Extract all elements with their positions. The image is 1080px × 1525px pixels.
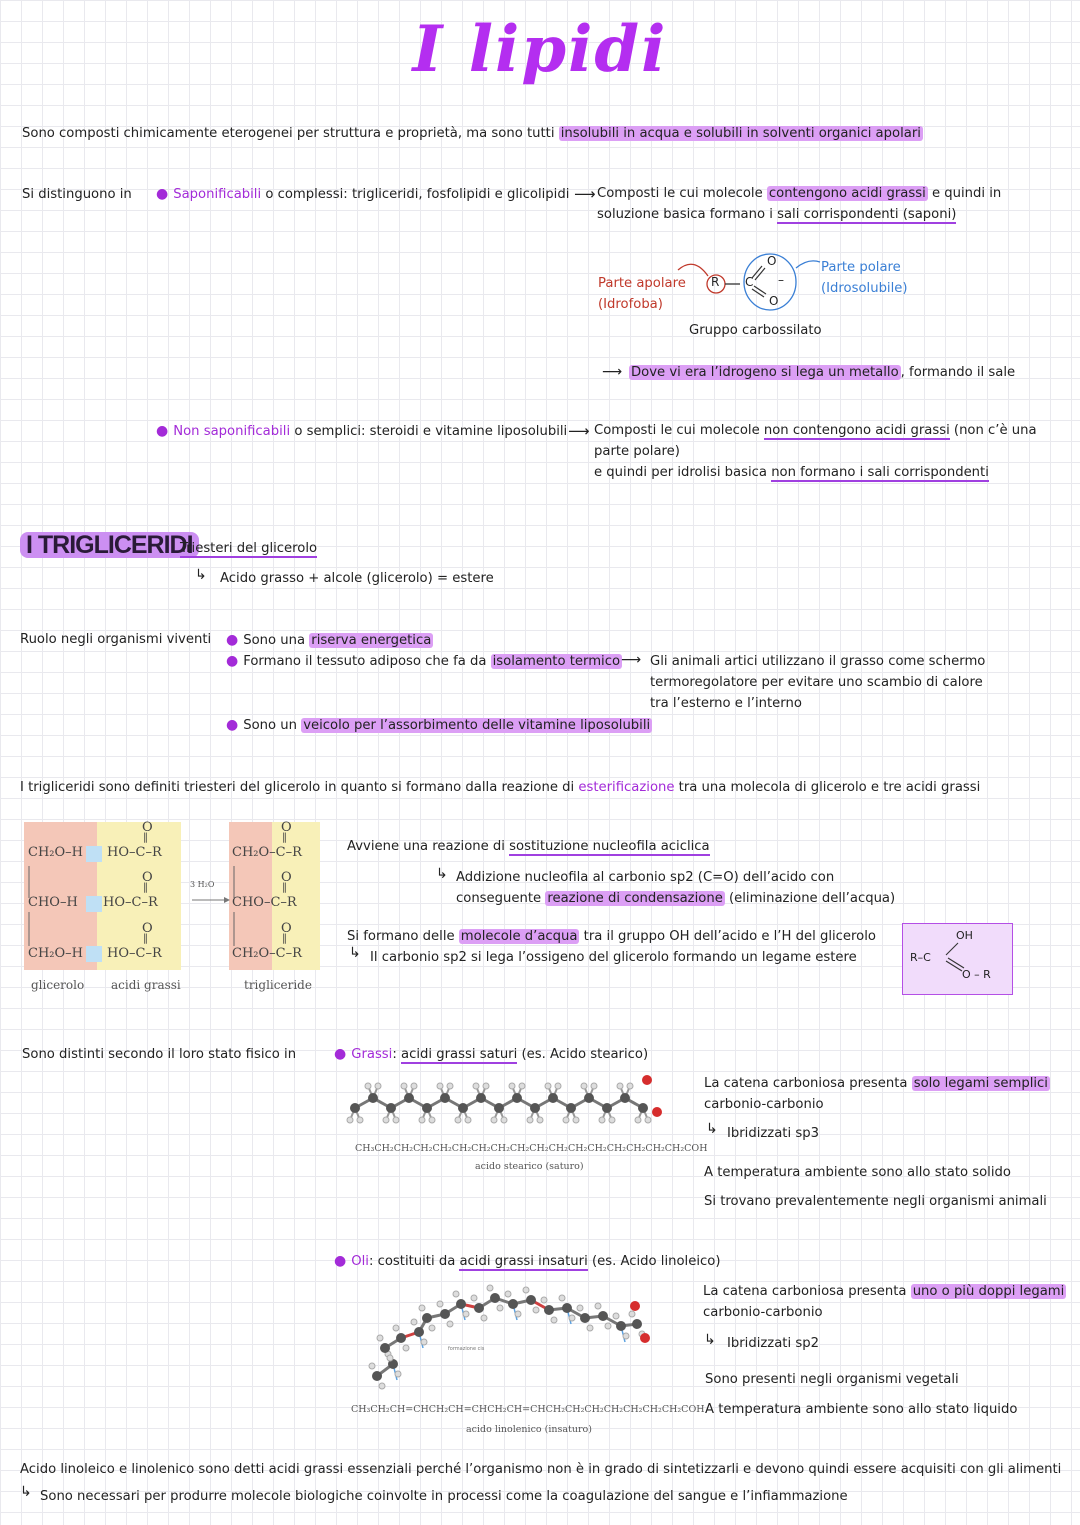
carbon-atom	[602, 1103, 612, 1113]
reaction-line-5: Il carbonio sp2 si lega l’ossigeno del glicerolo formando un legame estere	[370, 950, 857, 965]
role-label: Ruolo negli organismi viventi	[20, 632, 212, 647]
hydrogen-atom	[393, 1117, 399, 1123]
hydrogen-atom	[581, 1083, 587, 1089]
definition-line	[20, 780, 980, 795]
fat-desc-1	[704, 1076, 1050, 1091]
hydrogen-atom	[383, 1117, 389, 1123]
arrow-return-icon: ↳	[349, 945, 361, 961]
text: Avviene una reazione di	[347, 839, 510, 854]
glycerol-caption: glicerolo	[31, 978, 85, 992]
tri-row-2: CHO–C–R	[232, 895, 297, 910]
carbon-atom	[386, 1103, 396, 1113]
text: (es. Acido linoleico)	[587, 1254, 721, 1269]
highlight: molecole d’acqua	[460, 929, 578, 944]
stearic-formula: CH₃CH₂CH₂CH₂CH₂CH₂CH₂CH₂CH₂CH₂CH₂CH₂CH₂CH₂CH₂CH₂CH₂COH	[355, 1143, 708, 1154]
polar-bracket	[796, 261, 820, 268]
triglycerides-def	[180, 541, 317, 556]
fats-heading	[334, 1046, 648, 1062]
hydrogen-atom	[541, 1297, 547, 1303]
tri-row-1: CH₂O–C–R	[232, 845, 302, 860]
double-bond-icon: ‖	[282, 832, 287, 843]
bond	[752, 266, 762, 278]
hydrogen-atom	[447, 1083, 453, 1089]
hydrogen-atom	[627, 1083, 633, 1089]
bond	[755, 268, 765, 280]
acids-caption: acidi grassi	[111, 978, 181, 992]
minus-charge: –	[778, 273, 784, 287]
highlight: solo legami semplici	[913, 1076, 1048, 1091]
keyword: Oli	[351, 1254, 369, 1269]
oxygen-atom	[652, 1107, 662, 1117]
reaction-line-2: Addizione nucleofila al carbonio sp2 (C=O) dell’acido con	[456, 870, 835, 885]
carbon-atom	[638, 1103, 648, 1113]
acid-row-2: HO–C–R	[103, 895, 158, 910]
highlight: veicolo per l’assorbimento delle vitamine liposolubili	[303, 718, 651, 733]
text: soluzione basica formano i	[597, 207, 778, 222]
non-saponificabili-name: Non saponificabili	[173, 424, 291, 439]
hydrogen-atom	[447, 1321, 453, 1327]
cis-tag: formazione cis	[448, 1346, 485, 1352]
hydrogen-atom	[505, 1291, 511, 1297]
oil-desc-3: Ibridizzati sp2	[727, 1336, 819, 1351]
carbon-atom	[584, 1093, 594, 1103]
hydrogen-atom	[577, 1305, 583, 1311]
reaction-line-1	[347, 839, 710, 854]
fat-desc-3: Ibridizzati sp3	[727, 1126, 819, 1141]
role-2-desc-2: termoregolatore per evitare uno scambio di calore	[650, 675, 983, 690]
carbon-atom	[422, 1313, 432, 1323]
intro-highlight: insolubili in acqua e solubili in solventi organici apolari	[560, 126, 921, 141]
text: tra una molecola di glicerolo e tre acidi grassi	[674, 780, 981, 795]
apolar-bracket	[678, 264, 708, 276]
text: Formano il tessuto adiposo che fa da	[243, 654, 491, 669]
text: tra il gruppo OH dell’acido e l’H del glicerolo	[579, 929, 876, 944]
hydrogen-atom	[375, 1083, 381, 1089]
text: o semplici: steroidi e vitamine liposolubili	[290, 424, 568, 439]
carbon-atom	[440, 1093, 450, 1103]
hydrogen-atom	[429, 1325, 435, 1331]
text: Composti le cui molecole	[597, 186, 767, 201]
carboxylate-group-label: Gruppo carbossilato	[689, 323, 822, 338]
hydrogen-atom	[487, 1285, 493, 1291]
polar-label-2: (Idrosolubile)	[821, 281, 908, 296]
double-bond-icon: ‖	[282, 933, 287, 944]
role-item-3	[226, 717, 652, 733]
text: e quindi per idrolisi basica	[594, 465, 772, 480]
text: Sono una	[243, 633, 310, 648]
glycerol-row-3: CH₂O–H	[28, 946, 83, 961]
hydrogen-atom	[555, 1083, 561, 1089]
hydrogen-atom	[437, 1083, 443, 1089]
hydrogen-atom	[501, 1117, 507, 1123]
keyword: Grassi	[351, 1047, 393, 1062]
saponificabili-desc-2	[597, 207, 956, 222]
non-saponificabili-desc-1	[594, 423, 1037, 438]
carbon-atom	[414, 1327, 424, 1337]
oil-desc-4: Sono presenti negli organismi vegetali	[705, 1372, 959, 1387]
hydrogen-atom	[497, 1305, 503, 1311]
bullet-icon: ●	[334, 1046, 347, 1062]
hydrogen-atom	[623, 1333, 629, 1339]
double-bond-icon: ‖	[143, 933, 148, 944]
water-label: 3 H₂O	[190, 880, 215, 889]
hydrogen-atom	[403, 1345, 409, 1351]
oxygen-atom	[642, 1075, 652, 1085]
hydrogen-atom	[387, 1355, 393, 1361]
carbon-atom	[562, 1303, 572, 1313]
text: costituiti da	[377, 1254, 460, 1269]
hydrogen-atom	[357, 1117, 363, 1123]
stearic-caption: acido stearico (saturo)	[475, 1161, 584, 1172]
hydrogen-atom	[563, 1117, 569, 1123]
bullet-icon: ●	[334, 1253, 347, 1269]
bond	[752, 289, 764, 297]
hydrogen-atom	[591, 1083, 597, 1089]
hydrogen-atom	[395, 1371, 401, 1377]
hydrogen-atom	[465, 1117, 471, 1123]
hydrogen-atom	[629, 1311, 635, 1317]
hydrogen-atom	[473, 1083, 479, 1089]
non-saponificabili-item	[156, 423, 567, 439]
carbon-atom	[526, 1295, 536, 1305]
double-bond-icon: ‖	[282, 882, 287, 893]
carbon-atom	[474, 1303, 484, 1313]
double-bond-icon: ‖	[143, 882, 148, 893]
hydrogen-atom	[523, 1287, 529, 1293]
text: I trigliceridi sono definiti triesteri del glicerolo in quanto si formano dalla reazione di	[20, 780, 579, 795]
stearic-acid-model	[345, 1070, 675, 1140]
ester-or: O – R	[962, 968, 991, 981]
state-label: Sono distinti secondo il loro stato fisico in	[22, 1047, 297, 1062]
double-bond-icon: ‖	[143, 832, 148, 843]
hydrogen-atom	[515, 1311, 521, 1317]
apolar-label-1: Parte apolare	[598, 276, 686, 291]
carbon-atom	[544, 1305, 554, 1315]
carbon-atom	[440, 1309, 450, 1319]
oxygen-label: O	[281, 820, 292, 835]
non-saponificabili-desc-2: parte polare)	[594, 444, 680, 459]
hydrogen-atom	[519, 1083, 525, 1089]
underlined: acidi grassi saturi	[401, 1047, 518, 1062]
highlight: Dove vi era l’idrogeno si lega un metallo	[631, 365, 899, 380]
arrow-right-icon: ⟶	[621, 652, 642, 668]
hydrogen-atom	[609, 1117, 615, 1123]
tri-row-3: CH₂O–C–R	[232, 946, 302, 961]
acid-row-3: HO–C–R	[107, 946, 162, 961]
oil-desc-5: A temperatura ambiente sono allo stato liquido	[705, 1402, 1018, 1417]
role-2-desc-3: tra l’esterno e l’interno	[650, 696, 802, 711]
saponificabili-name: Saponificabili	[173, 187, 262, 202]
hydrogen-atom	[613, 1313, 619, 1319]
oxygen-label: O	[281, 870, 292, 885]
carbon-atom	[598, 1311, 608, 1321]
hydrogen-atom	[569, 1315, 575, 1321]
r-symbol: R	[711, 275, 720, 289]
role-item-1	[226, 632, 433, 648]
bullet-icon: ●	[226, 653, 239, 669]
arrow-right-icon: ⟶	[568, 422, 590, 440]
hydrogen-atom	[429, 1117, 435, 1123]
carbon-atom	[548, 1093, 558, 1103]
hydrogen-atom	[545, 1083, 551, 1089]
hydrogen-atom	[401, 1083, 407, 1089]
fat-desc-2: carbonio-carbonio	[704, 1097, 824, 1112]
glycerol-row-1: CH₂O–H	[28, 845, 83, 860]
carbon-atom	[620, 1093, 630, 1103]
ester-rc: R–C	[910, 951, 931, 964]
bullet-icon: ●	[226, 632, 239, 648]
fat-desc-4: A temperatura ambiente sono allo stato solido	[704, 1165, 1011, 1180]
carbon-atom	[490, 1293, 500, 1303]
text: , formando il sale	[900, 365, 1016, 380]
carbon-atom	[616, 1321, 626, 1331]
underlined: non contengono acidi grassi	[763, 423, 950, 438]
highlight: reazione di condensazione	[547, 891, 723, 906]
hydrogen-atom	[453, 1291, 459, 1297]
fat-desc-5: Si trovano prevalentemente negli organismi animali	[704, 1194, 1047, 1209]
hydrogen-atom	[455, 1117, 461, 1123]
c-symbol: C	[745, 275, 754, 289]
linolenic-formula: CH₃CH₂CH=CHCH₂CH=CHCH₂CH=CHCH₂CH₂CH₂CH₂CH₂CH₂CH₂COH	[351, 1404, 705, 1415]
bullet-icon: ●	[226, 717, 239, 733]
arrow-return-icon: ↳	[436, 866, 448, 882]
carbon-atom	[372, 1371, 382, 1381]
hydrogen-atom	[635, 1117, 641, 1123]
colon: :	[392, 1047, 401, 1062]
role-2-desc-1: Gli animali artici utilizzano il grasso come schermo	[650, 654, 986, 669]
reaction-bonds	[24, 860, 324, 960]
hydrogen-atom	[411, 1319, 417, 1325]
colon: :	[368, 1254, 378, 1269]
keyword: esterificazione	[578, 780, 675, 795]
oils-heading	[334, 1253, 720, 1269]
carbon-atom	[530, 1103, 540, 1113]
glycerol-row-2: CHO–H	[28, 895, 78, 910]
bullet-icon: ●	[156, 186, 169, 202]
highlight: contengono acidi grassi	[768, 186, 926, 201]
oxygen-atom	[640, 1333, 650, 1343]
hydrogen-atom	[599, 1117, 605, 1123]
saponificabili-desc-1	[597, 186, 1001, 201]
triglyceride-caption: trigliceride	[244, 978, 312, 992]
carbon-atom	[632, 1319, 642, 1329]
highlight: uno o più doppi legami	[912, 1284, 1065, 1299]
linolenic-acid-model	[365, 1278, 665, 1390]
footer-line-1: Acido linoleico e linolenico sono detti acidi grassi essenziali perché l’organismo non è in grado di sintetizzarli e devono quindi essere acquisiti con gli alimenti	[20, 1462, 1062, 1477]
saponificabili-rest: o complessi: trigliceridi, fosfolipidi e glicolipidi	[261, 187, 570, 202]
hydrogen-atom	[365, 1083, 371, 1089]
footer-line-2: Sono necessari per produrre molecole biologiche coinvolte in processi come la coagulazione del sangue e l’infiammazione	[40, 1489, 848, 1504]
hydrogen-atom	[379, 1383, 385, 1389]
carbon-atom	[458, 1103, 468, 1113]
oil-desc-1	[703, 1284, 1066, 1299]
hydrogen-atom	[595, 1303, 601, 1309]
carbon-atom	[476, 1093, 486, 1103]
text: Composti le cui molecole	[594, 423, 764, 438]
oxygen-atom	[630, 1301, 640, 1311]
text: e quindi in	[927, 186, 1002, 201]
oxygen-label: O	[142, 921, 153, 936]
hydrogen-atom	[481, 1315, 487, 1321]
oxygen-label: O	[142, 820, 153, 835]
hydrogen-atom	[471, 1295, 477, 1301]
reaction-line-4	[347, 929, 876, 944]
text: conseguente	[456, 891, 546, 906]
carbon-atom	[508, 1299, 518, 1309]
hydrogen-atom	[559, 1295, 565, 1301]
hydrogen-atom	[645, 1117, 651, 1123]
carbon-atom	[580, 1313, 590, 1323]
hydrogen-atom	[421, 1339, 427, 1345]
arrow-right-icon: ⟶	[574, 185, 596, 203]
hydrogen-atom	[491, 1117, 497, 1123]
arrow-return-icon: ↳	[706, 1121, 718, 1137]
underlined: acidi grassi insaturi	[459, 1254, 588, 1269]
hydrogen-atom	[587, 1325, 593, 1331]
carbon-atom	[512, 1093, 522, 1103]
text: (eliminazione dell’acqua)	[724, 891, 896, 906]
hydrogen-atom	[527, 1117, 533, 1123]
triglycerides-eq: Acido grasso + alcole (glicerolo) = estere	[220, 571, 494, 586]
arrow-return-icon: ↳	[704, 1332, 716, 1348]
bond	[754, 286, 766, 294]
saponificabili-item	[156, 186, 569, 202]
carbon-atom	[368, 1093, 378, 1103]
hydrogen-atom	[533, 1307, 539, 1313]
hydrogen-atom	[605, 1323, 611, 1329]
apolar-label-2: (Idrofoba)	[598, 297, 663, 312]
arrow-right-icon: ⟶	[602, 364, 623, 380]
reaction-line-3	[456, 891, 895, 906]
hydrogen-atom	[573, 1117, 579, 1123]
saturated-chain	[347, 1075, 662, 1123]
o-symbol-bottom: O	[769, 294, 779, 308]
carbon-atom	[404, 1093, 414, 1103]
bullet-icon: ●	[156, 423, 169, 439]
carbon-atom	[566, 1103, 576, 1113]
carbon-atom	[380, 1343, 390, 1353]
polar-label-1: Parte polare	[821, 260, 901, 275]
classification-label: Si distinguono in	[22, 187, 132, 202]
carbon-atom	[350, 1103, 360, 1113]
underlined: Triesteri del glicerolo	[180, 541, 318, 556]
hydrogen-atom	[537, 1117, 543, 1123]
carbon-atom	[456, 1299, 466, 1309]
text: Si formano delle	[347, 929, 459, 944]
hydrogen-atom	[463, 1311, 469, 1317]
hydrogen-atom	[411, 1083, 417, 1089]
oil-desc-2: carbonio-carbonio	[703, 1305, 823, 1320]
highlight: riserva energetica	[311, 633, 432, 648]
underlined: sali corrispondenti (saponi)	[777, 207, 957, 222]
linolenic-caption: acido linolenico (insaturo)	[466, 1424, 592, 1435]
acid-row-1: HO–C–R	[107, 845, 162, 860]
hydrogen-atom	[369, 1363, 375, 1369]
intro-line	[22, 126, 923, 141]
hydrogen-atom	[347, 1117, 353, 1123]
underlined: non formano i sali corrispondenti	[771, 465, 989, 480]
hydrogen-atom	[551, 1317, 557, 1323]
arrow-return-icon: ↳	[195, 567, 207, 583]
text: (non c’è una	[949, 423, 1037, 438]
hydrogen-atom	[377, 1335, 383, 1341]
hydrogen-atom	[437, 1301, 443, 1307]
arrow-return-icon: ↳	[20, 1484, 32, 1500]
text: La catena carboniosa presenta	[704, 1076, 912, 1091]
hydrogen-atom	[617, 1083, 623, 1089]
section-heading: I TRIGLICERIDI	[20, 532, 199, 558]
o-symbol-top: O	[767, 254, 777, 268]
hydrogen-atom	[393, 1325, 399, 1331]
hydrogen-atom	[419, 1117, 425, 1123]
carbon-atom	[396, 1333, 406, 1343]
role-item-2	[226, 653, 622, 669]
carbon-atom	[494, 1103, 504, 1113]
unsaturated-chain	[369, 1285, 650, 1389]
underlined: sostituzione nucleofila aciclica	[509, 839, 710, 854]
metal-line	[629, 365, 1015, 380]
intro-text: Sono composti chimicamente eterogenei per struttura e proprietà, ma sono tutti	[22, 126, 559, 141]
text: La catena carboniosa presenta	[703, 1284, 911, 1299]
oxygen-label: O	[281, 921, 292, 936]
carbon-atom	[422, 1103, 432, 1113]
text: (es. Acido stearico)	[517, 1047, 649, 1062]
ester-oh: OH	[956, 929, 973, 942]
hydrogen-atom	[509, 1083, 515, 1089]
non-saponificabili-desc-3	[594, 465, 989, 480]
page-title: I lipidi	[412, 12, 668, 87]
oxygen-label: O	[142, 870, 153, 885]
text: Sono un	[243, 718, 302, 733]
hydrogen-atom	[419, 1305, 425, 1311]
hydrogen-atom	[483, 1083, 489, 1089]
highlight: isolamento termico	[492, 654, 621, 669]
